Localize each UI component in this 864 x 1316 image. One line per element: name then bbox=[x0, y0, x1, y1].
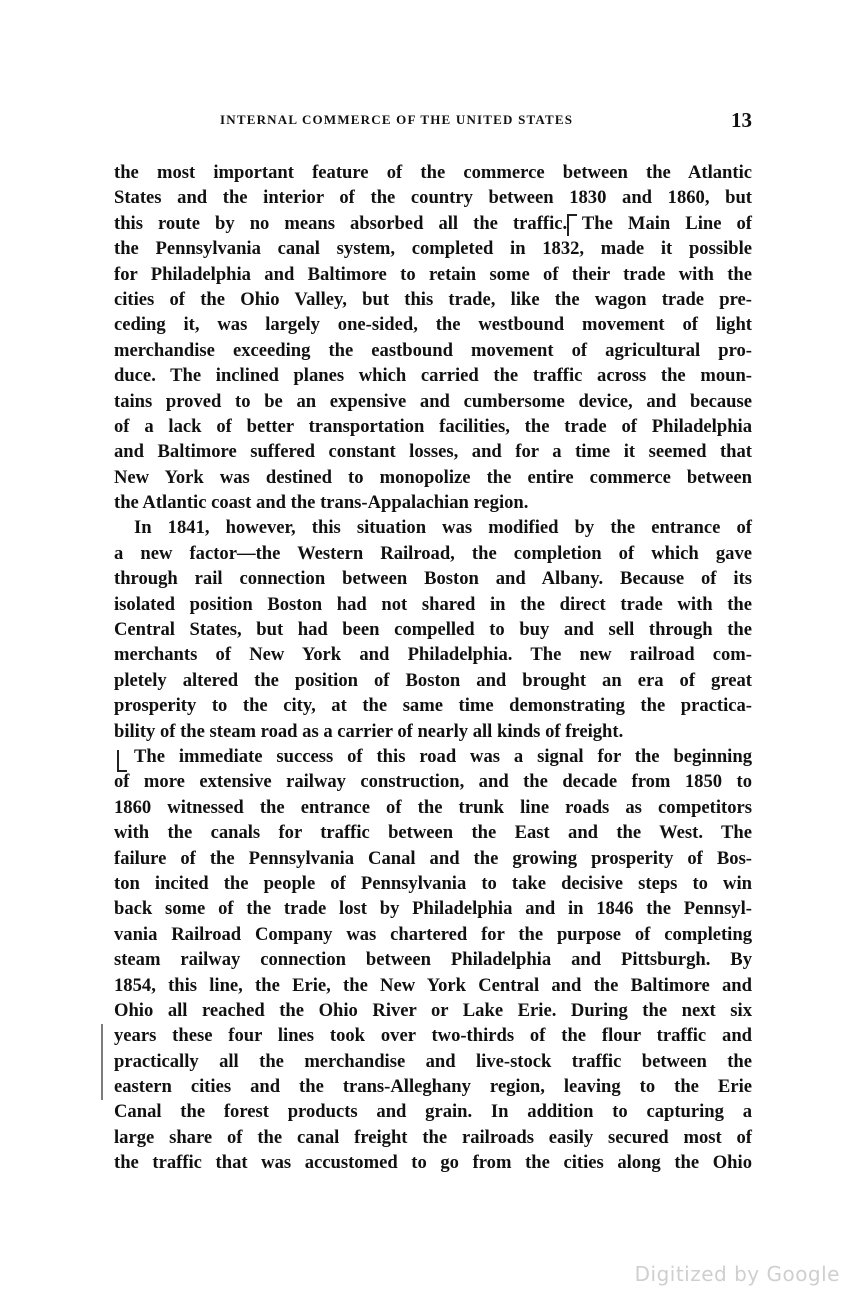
text-line: New York was destined to monopolize the entire commerce between bbox=[114, 466, 752, 488]
text-line: isolated position Boston had not shared in the direct trade with the bbox=[114, 593, 752, 615]
text-line: Ohio all reached the Ohio River or Lake Erie. During the next six bbox=[114, 999, 752, 1021]
handwritten-bracket-mark bbox=[567, 214, 577, 236]
text-line: ton incited the people of Pennsylvania to take decisive steps to win bbox=[114, 872, 752, 894]
text-line: of a lack of better transportation facilities, the trade of Philadelphia bbox=[114, 415, 752, 437]
page-number: 13 bbox=[731, 108, 752, 132]
text-line: pletely altered the position of Boston and brought an era of great bbox=[114, 669, 752, 691]
text-line: 1860 witnessed the entrance of the trunk line roads as competitors bbox=[114, 796, 752, 818]
text-line: this route by no means absorbed all the traffic. The Main Line of bbox=[114, 212, 752, 234]
paragraph-3 bbox=[114, 744, 752, 1176]
watermark: Digitized by Google bbox=[634, 1262, 840, 1286]
text-line: back some of the trade lost by Philadelphia and in 1846 the Pennsyl- bbox=[114, 898, 752, 920]
text-line: for Philadelphia and Baltimore to retain some of their trade with the bbox=[114, 263, 752, 285]
text-line: Central States, but had been compelled to buy and sell through the bbox=[114, 619, 752, 641]
text-line: the Pennsylvania canal system, completed in 1832, made it possible bbox=[114, 238, 752, 260]
text-line: large share of the canal freight the railroads easily secured most of bbox=[114, 1126, 752, 1148]
text-line: failure of the Pennsylvania Canal and the growing prosperity of Bos- bbox=[114, 847, 752, 869]
text-line: eastern cities and the trans-Alleghany region, leaving to the Erie bbox=[114, 1076, 752, 1098]
running-title: INTERNAL COMMERCE OF THE UNITED STATES bbox=[220, 112, 574, 127]
text-line: bility of the steam road as a carrier of nearly all kinds of freight. bbox=[114, 720, 624, 742]
text-line: the Atlantic coast and the trans-Appalachian region. bbox=[114, 492, 529, 514]
text-line: In 1841, however, this situation was modified by the entrance of bbox=[134, 517, 752, 539]
text-line: steam railway connection between Philadelphia and Pittsburgh. By bbox=[114, 949, 752, 971]
text-line: duce. The inclined planes which carried the traffic across the moun- bbox=[114, 365, 752, 387]
text-line: cities of the Ohio Valley, but this trade, like the wagon trade pre- bbox=[114, 288, 752, 310]
paragraph-1 bbox=[114, 160, 752, 515]
text-line: Canal the forest products and grain. In addition to capturing a bbox=[114, 1101, 752, 1123]
body-text bbox=[114, 160, 752, 1176]
text-line: merchants of New York and Philadelphia. The new railroad com- bbox=[114, 644, 752, 666]
text-line: The immediate success of this road was a signal for the beginning bbox=[134, 745, 752, 767]
text-line: a new factor—the Western Railroad, the completion of which gave bbox=[114, 542, 752, 564]
text-line: tains proved to be an expensive and cumbersome device, and because bbox=[114, 390, 752, 412]
text-line: vania Railroad Company was chartered for the purpose of completing bbox=[114, 923, 752, 945]
paragraph-2 bbox=[114, 515, 752, 744]
text-line: the most important feature of the commerce between the Atlantic bbox=[114, 162, 752, 183]
handwritten-bracket-mark bbox=[117, 750, 127, 772]
text-line: and Baltimore suffered constant losses, and for a time it seemed that bbox=[114, 441, 752, 463]
text-line: States and the interior of the country between 1830 and 1860, but bbox=[114, 187, 752, 209]
text-line: years these four lines took over two-thirds of the flour traffic and bbox=[114, 1025, 752, 1047]
text-line: practically all the merchandise and live-stock traffic between the bbox=[114, 1050, 752, 1072]
text-line: through rail connection between Boston and Albany. Because of its bbox=[114, 568, 752, 590]
text-line: with the canals for traffic between the East and the West. The bbox=[114, 822, 752, 844]
margin-annotation-mark bbox=[101, 1024, 111, 1100]
text-line: 1854, this line, the Erie, the New York Central and the Baltimore and bbox=[114, 974, 752, 996]
text-line: the traffic that was accustomed to go from the cities along the Ohio bbox=[114, 1152, 752, 1174]
text-line: ceding it, was largely one-sided, the westbound movement of light bbox=[114, 314, 752, 336]
text-line: merchandise exceeding the eastbound movement of agricultural pro- bbox=[114, 339, 752, 361]
text-line: prosperity to the city, at the same time demonstrating the practica- bbox=[114, 695, 752, 717]
text-line: of more extensive railway construction, and the decade from 1850 to bbox=[114, 771, 752, 793]
running-head bbox=[114, 108, 754, 134]
